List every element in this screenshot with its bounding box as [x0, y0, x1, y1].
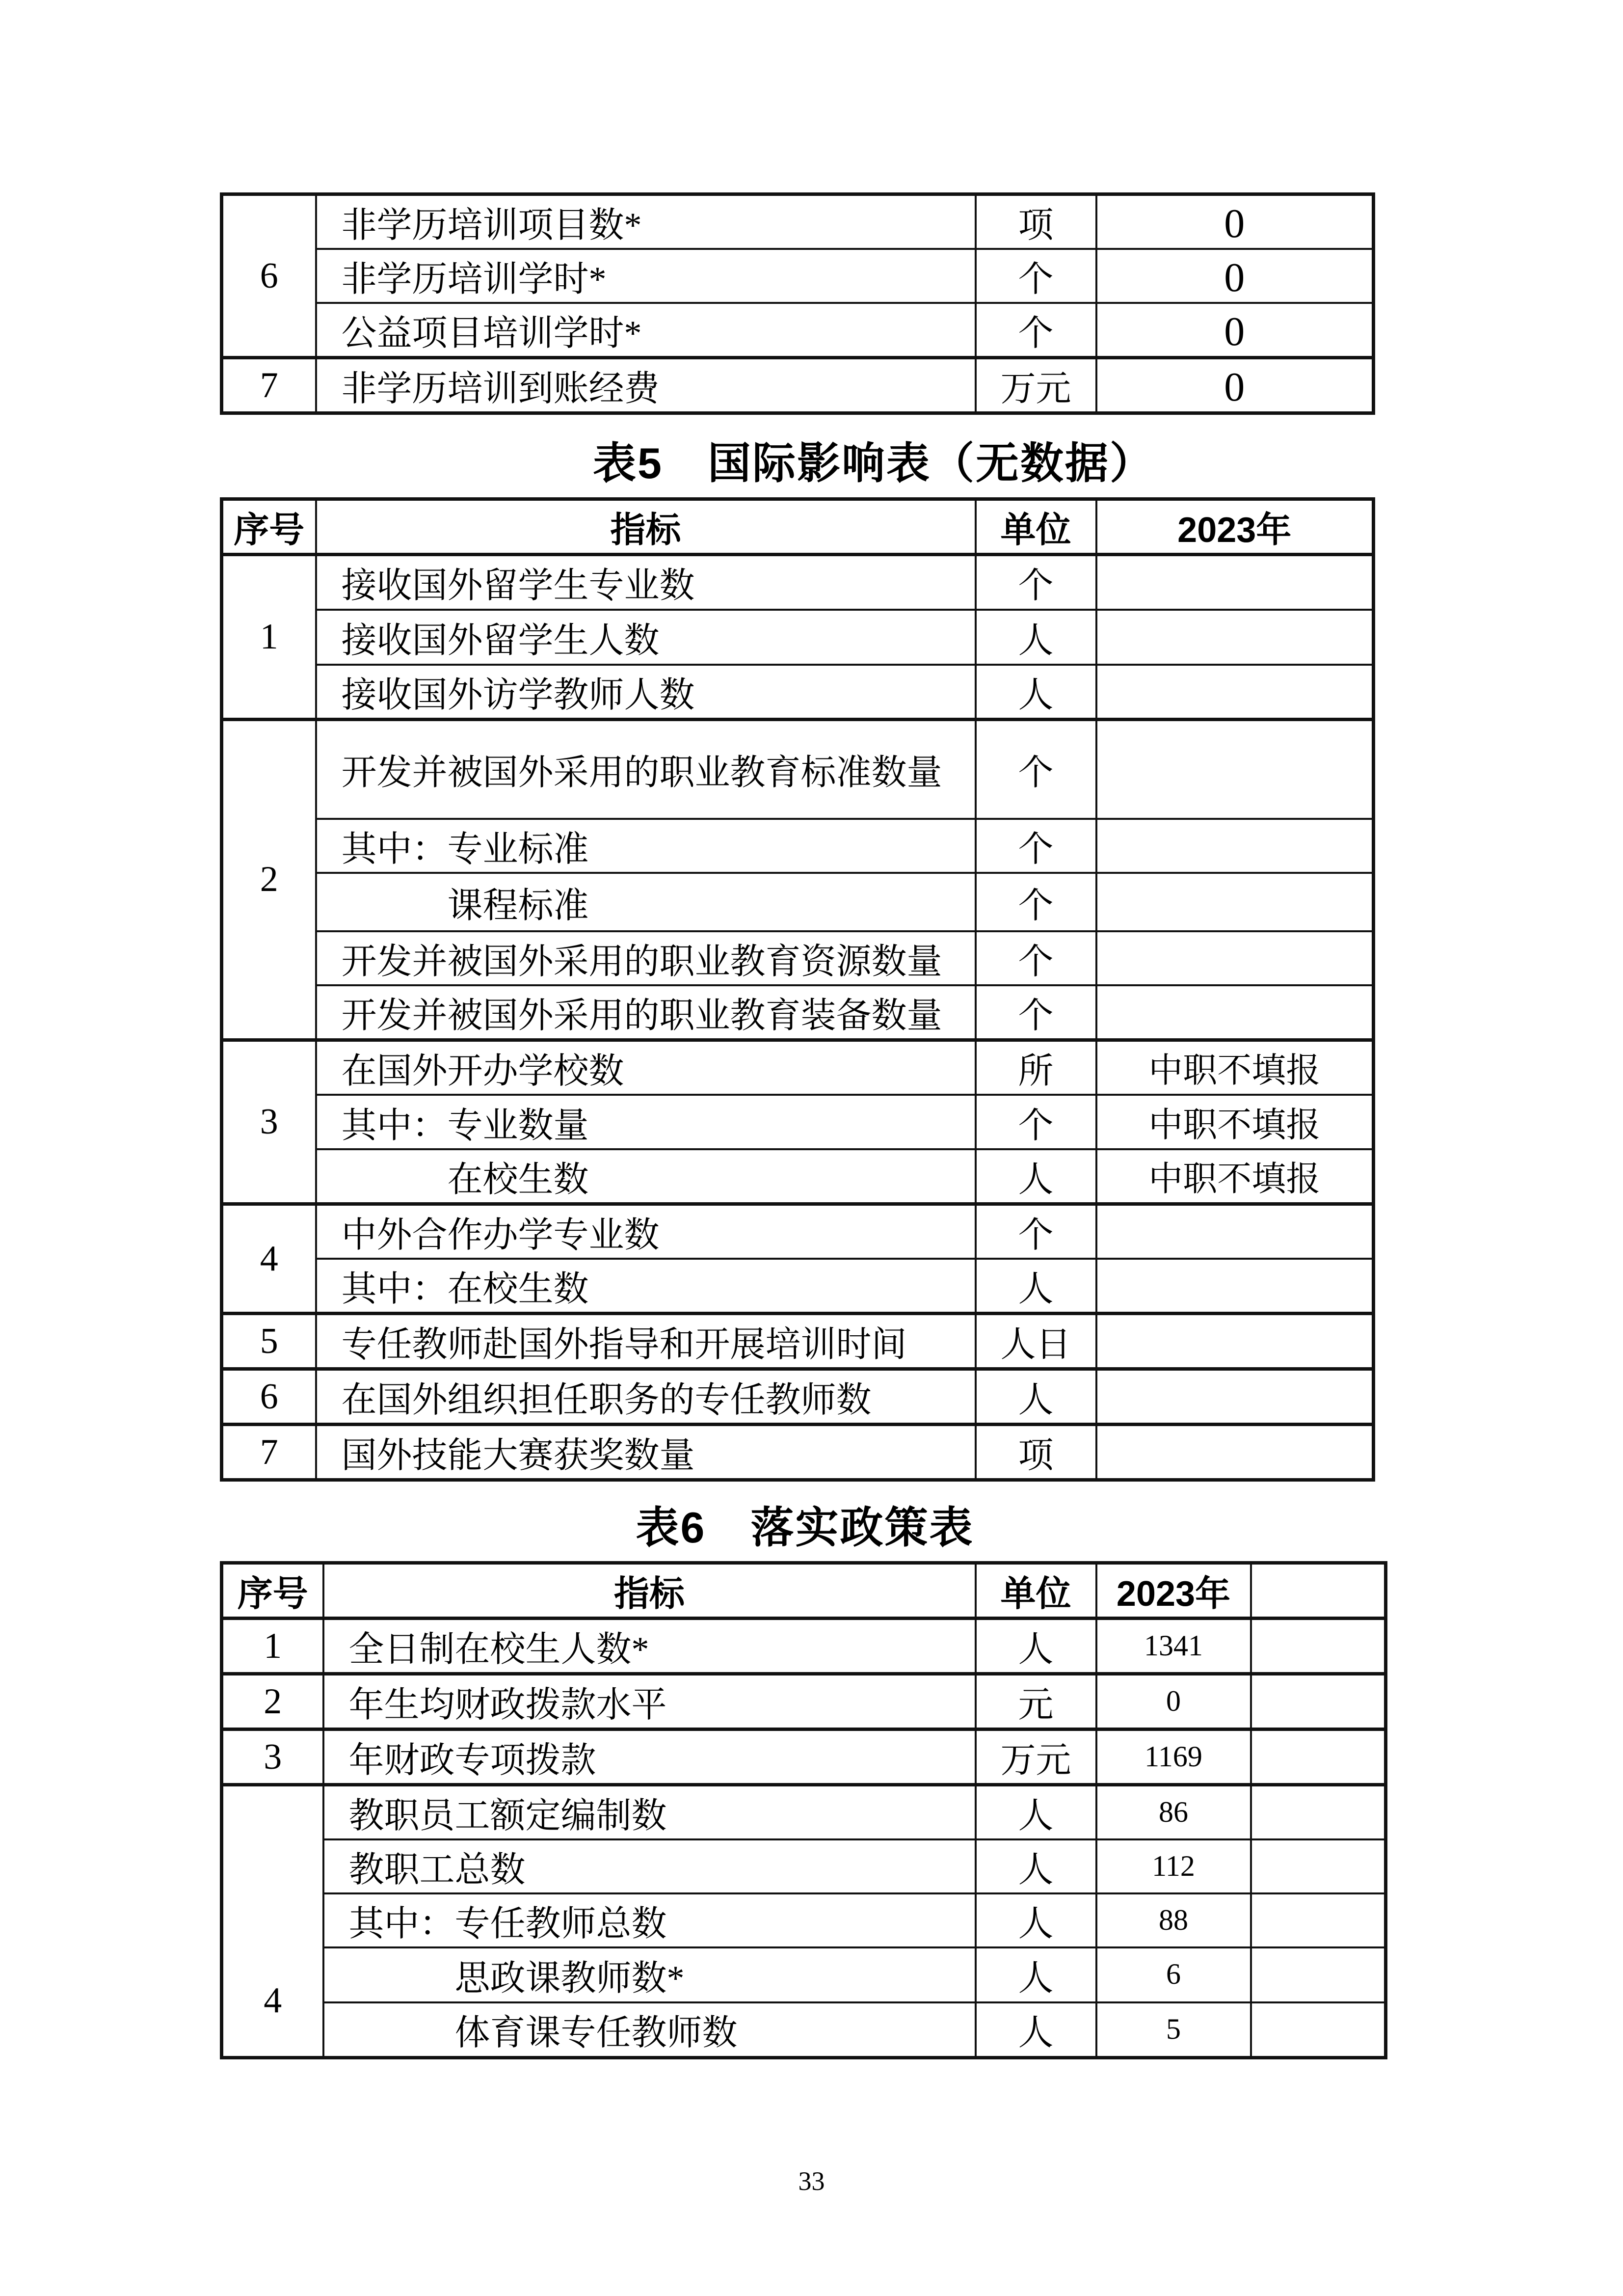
row-value: 中职不填报 [1096, 1095, 1374, 1149]
table4-continued [220, 192, 1375, 415]
row-unit: 项 [976, 1425, 1096, 1480]
row-value: 0 [1096, 1674, 1251, 1729]
row-unit: 个 [976, 719, 1096, 819]
page-number: 33 [798, 2166, 825, 2196]
row-value [1096, 1369, 1374, 1425]
row-label: 其中：专业数量 [316, 1095, 976, 1149]
row-unit: 人 [976, 610, 1096, 665]
row-label: 课程标准 [316, 873, 976, 931]
row-number: 4 [222, 1785, 323, 2058]
row-unit: 个 [976, 931, 1096, 985]
row-number: 3 [222, 1040, 316, 1204]
col-header-indicator: 指标 [323, 1563, 976, 1619]
row-unit: 人 [976, 665, 1096, 720]
row-label: 公益项目培训学时* [316, 303, 976, 358]
empty-cell [1251, 1674, 1386, 1729]
row-value: 88 [1096, 1893, 1251, 1947]
row-label: 开发并被国外采用的职业教育标准数量 [316, 719, 976, 819]
row-value [1096, 931, 1374, 985]
row-label: 其中：在校生数 [316, 1259, 976, 1314]
col-header-year: 2023年 [1096, 1563, 1251, 1619]
row-label: 开发并被国外采用的职业教育装备数量 [316, 985, 976, 1040]
row-unit: 人日 [976, 1314, 1096, 1369]
col-header-seq: 序号 [222, 499, 316, 555]
row-value [1096, 555, 1374, 610]
row-value: 5 [1096, 2002, 1251, 2057]
row-unit: 人 [976, 2002, 1096, 2057]
row-label: 专任教师赴国外指导和开展培训时间 [316, 1314, 976, 1369]
empty-cell [1251, 1619, 1386, 1674]
row-unit: 元 [976, 1674, 1096, 1729]
row-label: 接收国外访学教师人数 [316, 665, 976, 720]
row-value: 86 [1096, 1785, 1251, 1840]
row-number: 1 [222, 1619, 323, 1674]
row-number: 6 [222, 194, 316, 358]
row-label: 在校生数 [316, 1149, 976, 1204]
row-unit: 个 [976, 873, 1096, 931]
table5-title: 表5 国际影响表（无数据） [593, 439, 1154, 487]
row-label: 年生均财政拨款水平 [323, 1674, 976, 1729]
row-unit: 人 [976, 1369, 1096, 1425]
row-unit: 人 [976, 1149, 1096, 1204]
row-label: 思政课教师数* [323, 1947, 976, 2002]
empty-cell [1251, 2002, 1386, 2057]
row-value: 0 [1096, 358, 1374, 413]
row-unit: 人 [976, 1839, 1096, 1893]
row-number: 5 [222, 1314, 316, 1369]
row-value [1096, 719, 1374, 819]
row-value [1096, 1259, 1374, 1314]
row-value: 112 [1096, 1839, 1251, 1893]
row-unit: 个 [976, 819, 1096, 873]
row-value: 0 [1096, 194, 1374, 249]
col-header-indicator: 指标 [316, 499, 976, 555]
row-value [1096, 1425, 1374, 1480]
row-unit: 人 [976, 1619, 1096, 1674]
table6 [220, 1561, 1387, 2059]
table5 [220, 497, 1375, 1482]
row-label: 中外合作办学专业数 [316, 1204, 976, 1259]
row-label: 其中：专业标准 [316, 819, 976, 873]
row-unit: 个 [976, 1095, 1096, 1149]
row-number: 2 [222, 719, 316, 1040]
row-label: 接收国外留学生人数 [316, 610, 976, 665]
row-unit: 个 [976, 249, 1096, 303]
row-value [1096, 610, 1374, 665]
row-unit: 万元 [976, 1729, 1096, 1785]
row-value: 0 [1096, 303, 1374, 358]
col-header-seq: 序号 [222, 1563, 323, 1619]
row-label: 在国外开办学校数 [316, 1040, 976, 1095]
row-value [1096, 873, 1374, 931]
row-unit: 人 [976, 1785, 1096, 1840]
col-header-year: 2023年 [1096, 499, 1374, 555]
row-unit: 项 [976, 194, 1096, 249]
row-value [1096, 1314, 1374, 1369]
row-number: 3 [222, 1729, 323, 1785]
row-label: 接收国外留学生专业数 [316, 555, 976, 610]
row-label: 年财政专项拨款 [323, 1729, 976, 1785]
row-unit: 个 [976, 1204, 1096, 1259]
row-number: 7 [222, 358, 316, 413]
row-number: 4 [222, 1204, 316, 1314]
row-value [1096, 1204, 1374, 1259]
row-unit: 人 [976, 1259, 1096, 1314]
row-label: 教职工总数 [323, 1839, 976, 1893]
row-label: 其中：专任教师总数 [323, 1893, 976, 1947]
empty-cell [1251, 1947, 1386, 2002]
row-value [1096, 819, 1374, 873]
row-number: 6 [222, 1369, 316, 1425]
col-header-extra [1251, 1563, 1386, 1619]
row-unit: 所 [976, 1040, 1096, 1095]
row-unit: 人 [976, 1947, 1096, 2002]
empty-cell [1251, 1839, 1386, 1893]
row-value [1096, 665, 1374, 720]
row-unit: 个 [976, 985, 1096, 1040]
col-header-unit: 单位 [976, 1563, 1096, 1619]
row-number: 7 [222, 1425, 316, 1480]
row-unit: 万元 [976, 358, 1096, 413]
row-label: 体育课专任教师数 [323, 2002, 976, 2057]
row-unit: 个 [976, 555, 1096, 610]
row-label: 教职员工额定编制数 [323, 1785, 976, 1840]
row-label: 非学历培训到账经费 [316, 358, 976, 413]
table6-title: 表6 落实政策表 [636, 1503, 974, 1552]
row-value: 中职不填报 [1096, 1149, 1374, 1204]
empty-cell [1251, 1893, 1386, 1947]
row-label: 开发并被国外采用的职业教育资源数量 [316, 931, 976, 985]
row-label: 非学历培训学时* [316, 249, 976, 303]
row-label: 非学历培训项目数* [316, 194, 976, 249]
row-label: 全日制在校生人数* [323, 1619, 976, 1674]
row-unit: 个 [976, 303, 1096, 358]
row-unit: 人 [976, 1893, 1096, 1947]
row-label: 在国外组织担任职务的专任教师数 [316, 1369, 976, 1425]
row-label: 国外技能大赛获奖数量 [316, 1425, 976, 1480]
row-value: 0 [1096, 249, 1374, 303]
row-number: 1 [222, 555, 316, 720]
row-value: 1341 [1096, 1619, 1251, 1674]
row-number: 2 [222, 1674, 323, 1729]
col-header-unit: 单位 [976, 499, 1096, 555]
row-value [1096, 985, 1374, 1040]
row-value: 1169 [1096, 1729, 1251, 1785]
empty-cell [1251, 1729, 1386, 1785]
row-value: 中职不填报 [1096, 1040, 1374, 1095]
row-value: 6 [1096, 1947, 1251, 2002]
empty-cell [1251, 1785, 1386, 1840]
